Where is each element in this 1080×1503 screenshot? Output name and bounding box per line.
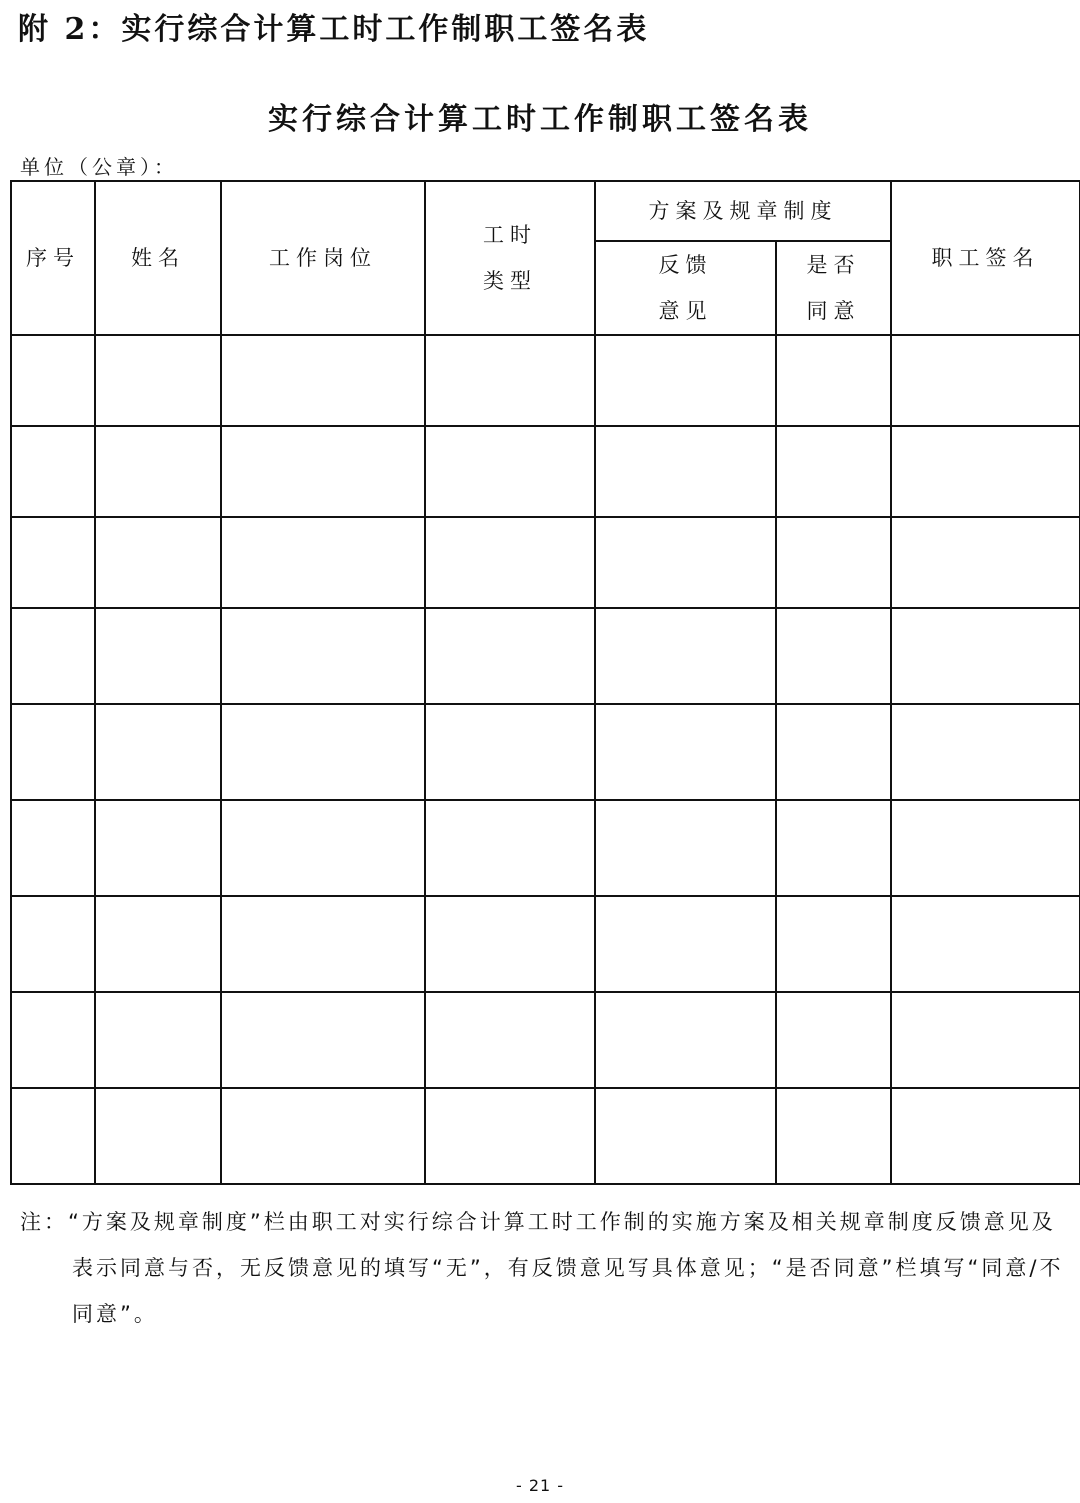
cell-feedback[interactable] [595, 517, 776, 608]
header-agree-line2: 同意 [806, 299, 861, 323]
cell-position[interactable] [221, 704, 425, 800]
cell-signature[interactable] [891, 992, 1080, 1088]
header-plan-group: 方案及规章制度 [595, 181, 891, 241]
cell-signature[interactable] [891, 1088, 1080, 1184]
cell-hours-type[interactable] [425, 517, 595, 608]
cell-seq[interactable] [11, 800, 95, 896]
cell-agree[interactable] [776, 335, 891, 426]
cell-signature[interactable] [891, 704, 1080, 800]
cell-position[interactable] [221, 1088, 425, 1184]
cell-name[interactable] [95, 704, 221, 800]
page-number: - 21 - [515, 1476, 565, 1495]
cell-seq[interactable] [11, 896, 95, 992]
cell-name[interactable] [95, 800, 221, 896]
cell-hours-type[interactable] [425, 704, 595, 800]
table-row [11, 335, 1080, 426]
cell-seq[interactable] [11, 335, 95, 426]
cell-name[interactable] [95, 992, 221, 1088]
signature-table [10, 180, 1080, 1185]
cell-signature[interactable] [891, 800, 1080, 896]
cell-feedback[interactable] [595, 800, 776, 896]
attachment-heading: 附 2：实行综合计算工时工作制职工签名表 [18, 12, 650, 47]
table-row [11, 426, 1080, 517]
cell-agree[interactable] [776, 992, 891, 1088]
table-row [11, 704, 1080, 800]
cell-seq[interactable] [11, 608, 95, 704]
cell-feedback[interactable] [595, 896, 776, 992]
header-signature: 职工签名 [891, 181, 1080, 335]
cell-seq[interactable] [11, 517, 95, 608]
footnote: 注：“方案及规章制度”栏由职工对实行综合计算工时工作制的实施方案及相关规章制度反馈意见及表示同意与否，无反馈意见的填写“无”，有反馈意见写具体意见；“是否同意”栏填写“同意/不同意”。 [20, 1210, 1064, 1326]
header-feedback-line1: 反馈 [658, 253, 713, 277]
cell-signature[interactable] [891, 608, 1080, 704]
cell-signature[interactable] [891, 517, 1080, 608]
cell-feedback[interactable] [595, 426, 776, 517]
cell-agree[interactable] [776, 517, 891, 608]
cell-agree[interactable] [776, 1088, 891, 1184]
cell-position[interactable] [221, 426, 425, 517]
cell-hours-type[interactable] [425, 335, 595, 426]
header-hours-type [425, 181, 595, 335]
cell-agree[interactable] [776, 608, 891, 704]
header-seq: 序号 [11, 181, 95, 335]
cell-position[interactable] [221, 896, 425, 992]
cell-feedback[interactable] [595, 335, 776, 426]
table-row [11, 1088, 1080, 1184]
cell-agree[interactable] [776, 896, 891, 992]
cell-position[interactable] [221, 608, 425, 704]
cell-name[interactable] [95, 608, 221, 704]
cell-name[interactable] [95, 896, 221, 992]
cell-feedback[interactable] [595, 704, 776, 800]
cell-hours-type[interactable] [425, 1088, 595, 1184]
cell-seq[interactable] [11, 426, 95, 517]
cell-agree[interactable] [776, 426, 891, 517]
header-hours-type-line2: 类型 [483, 269, 537, 293]
table-row [11, 992, 1080, 1088]
header-hours-type-line1: 工时 [483, 223, 537, 247]
header-agree [776, 241, 891, 335]
cell-seq[interactable] [11, 1088, 95, 1184]
cell-signature[interactable] [891, 335, 1080, 426]
table-row [11, 517, 1080, 608]
header-feedback-line2: 意见 [658, 299, 713, 323]
header-row-1 [11, 181, 1080, 241]
cell-position[interactable] [221, 992, 425, 1088]
cell-hours-type[interactable] [425, 896, 595, 992]
unit-label: 单位（公章）： [20, 155, 178, 179]
cell-seq[interactable] [11, 704, 95, 800]
cell-position[interactable] [221, 335, 425, 426]
cell-hours-type[interactable] [425, 992, 595, 1088]
cell-feedback[interactable] [595, 608, 776, 704]
header-position: 工作岗位 [221, 181, 425, 335]
table-row [11, 800, 1080, 896]
page-title: 实行综合计算工时工作制职工签名表 [268, 102, 812, 137]
cell-hours-type[interactable] [425, 608, 595, 704]
cell-feedback[interactable] [595, 1088, 776, 1184]
cell-agree[interactable] [776, 704, 891, 800]
cell-name[interactable] [95, 517, 221, 608]
cell-name[interactable] [95, 335, 221, 426]
cell-feedback[interactable] [595, 992, 776, 1088]
cell-name[interactable] [95, 426, 221, 517]
cell-signature[interactable] [891, 426, 1080, 517]
cell-position[interactable] [221, 800, 425, 896]
cell-signature[interactable] [891, 896, 1080, 992]
cell-hours-type[interactable] [425, 426, 595, 517]
cell-hours-type[interactable] [425, 800, 595, 896]
cell-position[interactable] [221, 517, 425, 608]
header-name: 姓名 [95, 181, 221, 335]
cell-agree[interactable] [776, 800, 891, 896]
cell-name[interactable] [95, 1088, 221, 1184]
cell-seq[interactable] [11, 992, 95, 1088]
header-agree-line1: 是否 [806, 253, 861, 277]
table-row [11, 896, 1080, 992]
header-feedback [595, 241, 776, 335]
table-row [11, 608, 1080, 704]
